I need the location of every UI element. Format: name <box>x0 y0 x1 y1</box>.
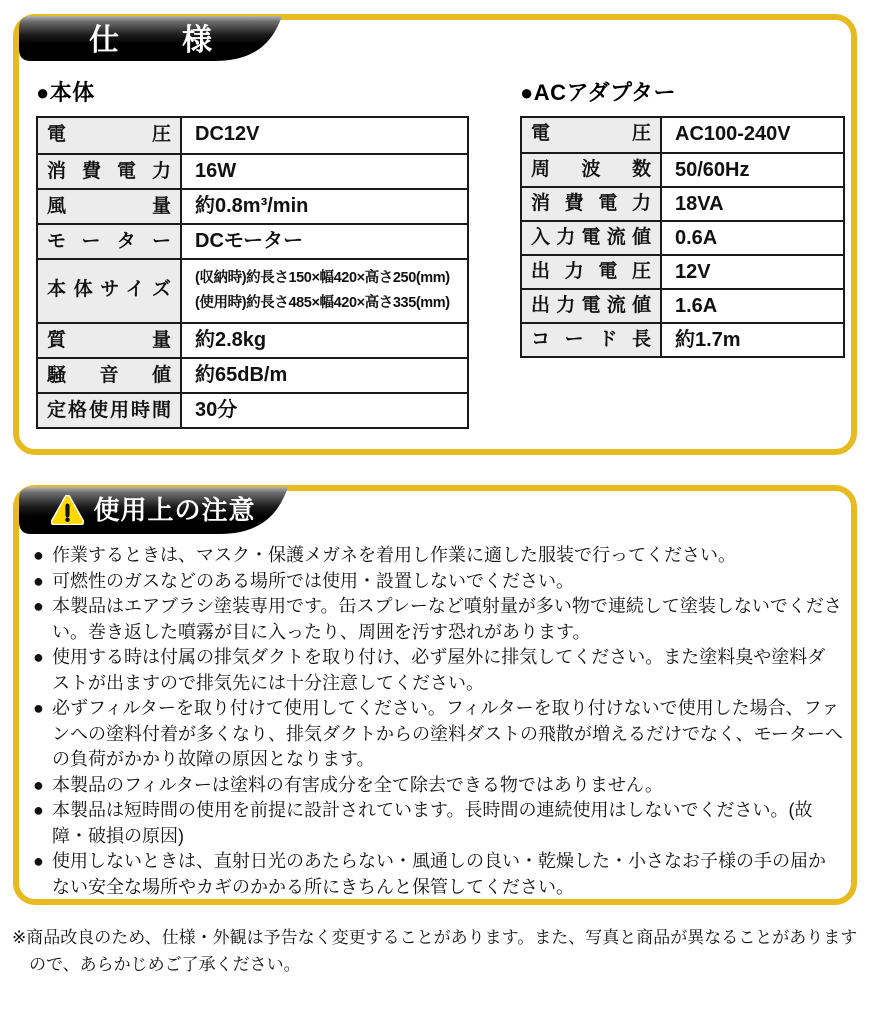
caution-item <box>33 849 843 900</box>
caution-list <box>19 491 851 900</box>
spec-label: 定格使用時間 <box>38 394 182 427</box>
spec-value: 約1.7m <box>675 329 741 351</box>
caution-text: 本製品のフィルターは塗料の有害成分を全て除去できる物ではありません。 <box>52 774 663 795</box>
caution-ribbon <box>19 487 288 534</box>
bullet-icon: ● <box>33 647 44 667</box>
spec-label: 電圧 <box>38 118 182 153</box>
spec-columns <box>19 20 851 429</box>
spec-sheet-page <box>0 14 870 1014</box>
spec-label: 出力電流値 <box>522 290 662 322</box>
caution-text: 可燃性のガスなどのある場所では使用・設置しないでください。 <box>52 570 574 591</box>
caution-title-text: 使用上の注意 <box>93 495 256 525</box>
spec-label: 出力電圧 <box>522 256 662 288</box>
bullet-icon: ● <box>33 596 44 616</box>
caution-item <box>33 773 843 799</box>
footnote-text: ※商品改良のため、仕様・外観は予告なく変更することがあります。また、写真と商品が異なることがありますので、あらかじめご了承ください。 <box>12 928 858 974</box>
size-in-use: (使用時)約長さ485×幅420×高さ335(mm) <box>195 295 450 311</box>
caution-text: 本製品はエアブラシ塗装専用です。缶スプレーなど噴射量が多い物で連続して塗装しないでください。巻き返した噴霧が目に入ったり、周囲を汚す恐れがあります。 <box>52 596 842 642</box>
bullet-icon: ● <box>33 570 44 591</box>
caution-text: 使用しないときは、直射日光のあたらない・風通しの良い・乾燥した・小さなお子様の手の届かない安全な場所やカギのかかる所にきちんと保管してください。 <box>52 851 826 897</box>
size-stored: (収納時)約長さ150×幅420×高さ250(mm) <box>195 270 450 286</box>
table-row <box>38 357 467 392</box>
table-row <box>522 220 843 254</box>
ac-adapter-section <box>520 76 845 429</box>
table-row <box>522 152 843 186</box>
spec-label: 電圧 <box>522 118 662 152</box>
table-row <box>522 254 843 288</box>
table-row <box>38 188 467 223</box>
bullet-icon: ● <box>33 774 44 795</box>
caution-item <box>33 645 843 696</box>
spec-value: 18VA <box>675 193 724 215</box>
table-row <box>38 118 467 153</box>
spec-label: 質量 <box>38 324 182 357</box>
caution-item <box>33 696 843 773</box>
caution-item <box>33 569 843 595</box>
ac-adapter-heading: ●ACアダプター <box>520 80 676 105</box>
bullet-icon: ● <box>33 545 44 565</box>
spec-value: DC12V <box>195 123 260 145</box>
caution-text: 使用する時は付属の排気ダクトを取り付け、必ず屋外に排気してください。また塗料臭や塗料ダストが出ますので排気先には十分注意してください。 <box>52 647 826 693</box>
spec-value: 0.6A <box>675 227 718 249</box>
table-row <box>38 258 467 322</box>
warning-triangle-icon <box>51 495 84 525</box>
spec-ribbon <box>19 16 282 61</box>
spec-value: AC100-240V <box>675 123 791 145</box>
spec-value: 約2.8kg <box>195 329 267 351</box>
table-row <box>38 153 467 188</box>
spec-value: 1.6A <box>675 295 718 317</box>
caution-item <box>33 594 843 645</box>
caution-text: 作業するときは、マスク・保護メガネを着用し作業に適した服装で行ってください。 <box>52 545 736 565</box>
ac-adapter-table <box>520 116 845 358</box>
bullet-icon: ● <box>33 698 44 718</box>
spec-label: 消費電力 <box>38 155 182 188</box>
spec-label: モーター <box>38 225 182 258</box>
main-unit-table <box>36 116 469 429</box>
spec-label: コード長 <box>522 324 662 356</box>
table-row <box>522 186 843 220</box>
table-row <box>522 322 843 356</box>
caution-text: 必ずフィルターを取り付けて使用してください。フィルターを取り付けないで使用した場合、ファンへの塗料付着が多くなり、排気ダクトからの塗料ダストの飛散が増えるだけでなく、モーターへの負荷がかかり故障の原因となります。 <box>52 698 843 769</box>
table-row <box>522 288 843 322</box>
spec-label: 風量 <box>38 190 182 223</box>
table-row <box>38 392 467 427</box>
spec-label: 消費電力 <box>522 188 662 220</box>
spec-value: 16W <box>195 160 237 182</box>
spec-label: 入力電流値 <box>522 222 662 254</box>
spec-ribbon-title: 仕様 <box>89 24 275 57</box>
spec-label: 騒音値 <box>38 359 182 392</box>
table-row <box>522 118 843 152</box>
caution-item <box>33 798 843 849</box>
bullet-icon: ● <box>33 851 44 871</box>
spec-value: 約65dB/m <box>195 364 288 386</box>
spec-value: 約0.8m³/min <box>195 195 309 217</box>
table-row <box>38 322 467 357</box>
main-unit-heading: ●本体 <box>36 80 95 105</box>
spec-value: 30分 <box>195 399 238 421</box>
caution-text: 本製品は短時間の使用を前提に設計されています。長時間の連続使用はしないでください。(故障・破損の原因) <box>52 800 813 846</box>
caution-panel <box>13 485 857 905</box>
spec-label: 本体サイズ <box>38 260 182 322</box>
spec-value <box>182 260 467 322</box>
spec-value: DCモーター <box>195 230 304 252</box>
table-row <box>38 223 467 258</box>
spec-value: 50/60Hz <box>675 159 750 181</box>
spec-value: 12V <box>675 261 711 283</box>
main-unit-section <box>36 76 469 429</box>
caution-item <box>33 543 843 569</box>
spec-panel <box>13 14 857 455</box>
spec-label: 周波数 <box>522 154 662 186</box>
caution-ribbon-title <box>19 487 288 534</box>
bullet-icon: ● <box>33 800 44 820</box>
